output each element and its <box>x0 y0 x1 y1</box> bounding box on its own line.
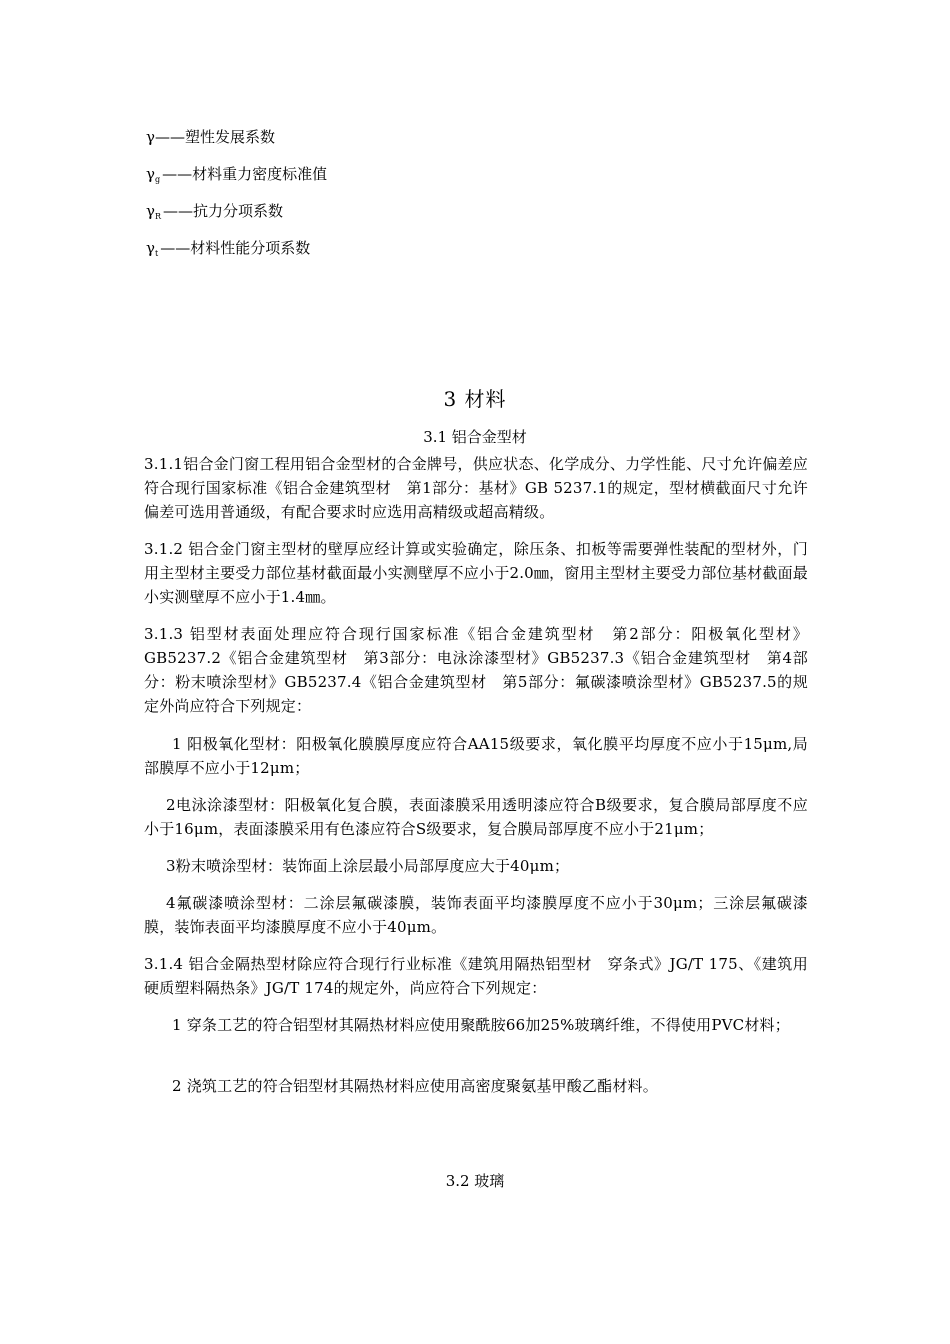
clause-3-1-3: 3.1.3 铝型材表面处理应符合现行国家标准《铝合金建筑型材 第2部分：阳极氧化型材》GB5237.2《铝合金建筑型材 第3部分：电泳涂漆型材》GB5237.3《铝合金建筑型材 第4部分：粉末喷涂型材》GB5237.4《铝合金建筑型材 第5部分：氟碳漆喷涂型材》GB5237.5的规定外尚应符合下列规定： <box>144 625 808 715</box>
clause-3-1-4-item-1: 1 穿条工艺的符合铝型材其隔热材料应使用聚酰胺66加25%玻璃纤维，不得使用PVC材料； <box>172 1016 790 1034</box>
symbol-definition-material <box>146 238 310 264</box>
section-title-3-2: 3.2 玻璃 <box>445 1172 505 1190</box>
symbol-definition-resistance <box>146 201 283 227</box>
symbol-subscript: t <box>154 249 159 258</box>
symbol-subscript: g <box>154 175 161 184</box>
clause-3-1-4-item-2: 2 浇筑工艺的符合铝型材其隔热材料应使用高密度聚氨基甲酸乙酯材料。 <box>172 1077 658 1095</box>
clause-3-1-1: 3.1.1铝合金门窗工程用铝合金型材的合金牌号，供应状态、化学成分、力学性能、尺寸允许偏差应符合现行国家标准《铝合金建筑型材 第1部分：基材》GB 5237.1的规定，型材横截面尺寸允许偏差可选用普通级，有配合要求时应选用高精级或超高精级。 <box>144 455 808 521</box>
clause-3-1-3-item-3: 3粉末喷涂型材：装饰面上涂层最小局部厚度应大于40μm； <box>166 857 570 875</box>
symbol-description: ——材料性能分项系数 <box>160 239 311 257</box>
symbol-subscript: R <box>154 212 161 221</box>
section-title-3-1: 3.1 铝合金型材 <box>423 428 527 446</box>
clause-3-1-3-item-4: 4氟碳漆喷涂型材：二涂层氟碳漆膜，装饰表面平均漆膜厚度不应小于30μm；三涂层氟碳漆膜，装饰表面平均漆膜厚度不应小于40μm。 <box>144 894 808 936</box>
symbol-definition-plastic <box>146 127 275 147</box>
symbol-gamma: γ <box>146 202 155 220</box>
clause-3-1-4: 3.1.4 铝合金隔热型材除应符合现行行业标准《建筑用隔热铝型材 穿条式》JG/T 175、《建筑用硬质塑料隔热条》JG/T 174的规定外，尚应符合下列规定： <box>144 955 808 997</box>
clause-3-1-3-item-2: 2电泳涂漆型材：阳极氧化复合膜，表面漆膜采用透明漆应符合B级要求，复合膜局部厚度不应小于16μm，表面漆膜采用有色漆应符合S级要求，复合膜局部厚度不应小于21μm； <box>144 796 808 838</box>
clause-3-1-3-item-1: 1 阳极氧化型材：阳极氧化膜膜厚度应符合AA15级要求，氧化膜平均厚度不应小于15μm,局部膜厚不应小于12μm； <box>144 735 808 777</box>
symbol-description: ——材料重力密度标准值 <box>162 165 328 183</box>
chapter-title: 3 材料 <box>443 387 507 411</box>
symbol-gamma: γ <box>146 165 155 183</box>
symbol-description: ——塑性发展系数 <box>154 128 275 146</box>
symbol-definition-gravity <box>146 164 327 190</box>
symbol-description: ——抗力分项系数 <box>163 202 284 220</box>
symbol-gamma: γ <box>146 128 155 146</box>
clause-3-1-2: 3.1.2 铝合金门窗主型材的壁厚应经计算或实验确定，除压条、扣板等需要弹性装配的型材外，门用主型材主要受力部位基材截面最小实测壁厚不应小于2.0㎜，窗用主型材主要受力部位基材截面最小实测壁厚不应小于1.4㎜。 <box>144 540 808 606</box>
symbol-gamma: γ <box>146 239 155 257</box>
